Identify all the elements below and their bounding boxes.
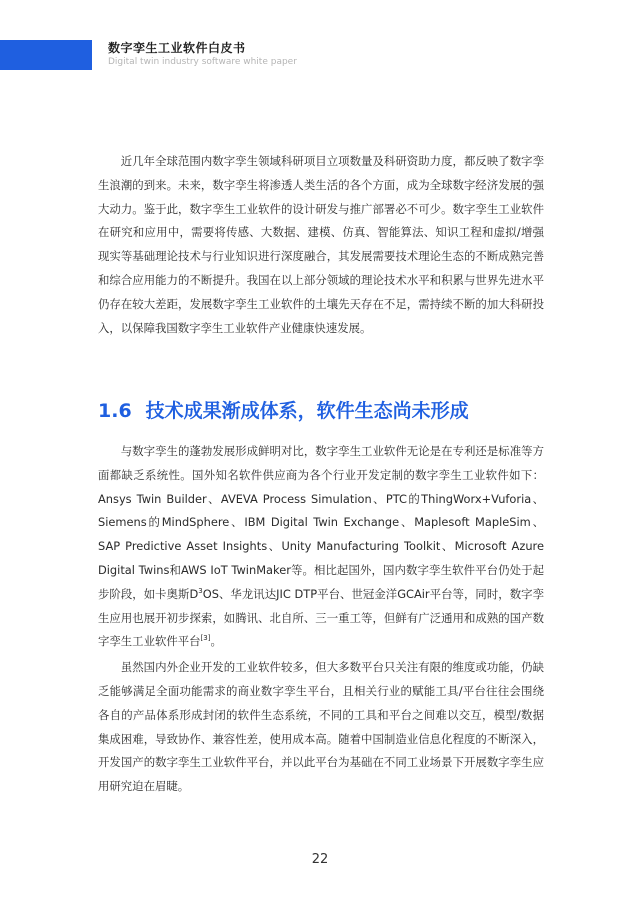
document-title: 数字孪生工业软件白皮书 [108,41,246,55]
superscript-3: 3 [198,586,203,595]
intro-paragraph: 近几年全球范围内数字孪生领域科研项目立项数量及科研资助力度，都反映了数字孪生浪潮的到来。未来，数字孪生将渗透人类生活的各个方面，成为全球数字经济发展的强大动力。鉴于此，数字孪生工业软件的设计研发与推广部署必不可少。数字孪生工业软件在研究和应用中，需要将传感、大数据、建模、仿真、智能算法、知识工程和虚拟/增强现实等基础理论技术与行业知识进行深度融合，其发展需要技术理论生态的不断成熟完善和综合应用能力的不断提升。我国在以上部分领域的理论技术水平和积累与世界先进水平仍存在较大差距，发展数字孪生工业软件的土壤先天存在不足，需持续不断的加大科研投入，以保障我国数字孪生工业软件产业健康快速发展。 [98,154,544,335]
paragraph-1-text-2: OS、华龙讯达JIC DTP平台、世冠金洋GCAir平台等，同时，数字孪生应用也展开初步探索，如腾讯、北自所、三一重工等，但鲜有广泛通用和成熟的国产数字孪生工业软件平台 [98,586,544,649]
paragraph-1-text: 与数字孪生的蓬勃发展形成鲜明对比，数字孪生工业软件无论是在专利还是标准等方面都缺乏系统性。国外知名软件供应商为各个行业开发定制的数字孪生工业软件如下：Ansys Twin Builder、AVEVA Process Simulation、PTC的ThingWorx+Vuforia、Siemens的MindSphere、IBM Digital Twin Exchange、Maplesoft MapleSim、SAP Predictive Asset Insights、Unity Manufacturing Toolkit、Microsoft Azure Digital Twins和AWS IoT TwinMaker等。相比起国外，国内数字孪生软件平台仍处于起步阶段，如卡奥斯D [98,444,544,601]
section-heading [98,396,469,423]
section-body [98,440,544,801]
section-title-text: 技术成果渐成体系，软件生态尚未形成 [145,400,469,422]
intro-block [98,150,544,342]
section-paragraph-2: 虽然国内外企业开发的工业软件较多，但大多数平台只关注有限的维度或功能，仍缺乏能够满足全面功能需求的商业数字孪生平台，且相关行业的赋能工具/平台往往会围绕各自的产品体系形成封闭的软件生态系统，不同的工具和平台之间难以交互，模型/数据集成困难，导致协作、兼容性差，使用成本高。随着中国制造业信息化程度的不断深入，开发国产的数字孪生工业软件平台，并以此平台为基础在不同工业场景下开展数字孪生应用研究迫在眉睫。 [98,660,544,794]
section-number: 1.6 [98,400,132,422]
section-paragraph-1 [98,440,544,654]
page-number: 22 [311,852,329,867]
citation-reference: [3] [200,634,211,643]
paragraph-1-end: 。 [210,634,222,649]
header-accent-bar [0,40,92,70]
document-subtitle: Digital twin industry software white paper [108,57,297,67]
